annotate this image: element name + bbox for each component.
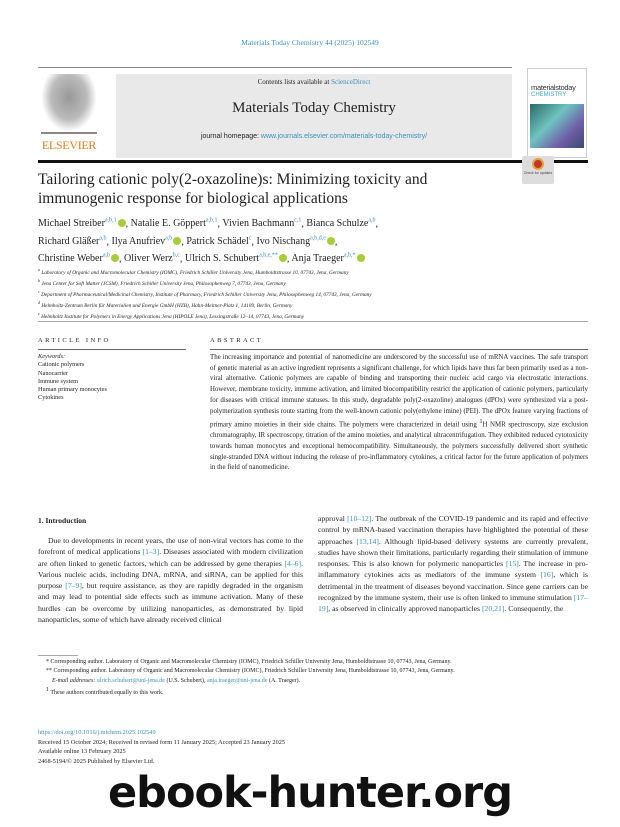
- citation-link[interactable]: [10–12]: [347, 514, 372, 523]
- divider: [38, 321, 588, 322]
- keyword: Nanocarrier: [38, 369, 69, 377]
- available-date: Available online 13 February 2025: [38, 748, 126, 756]
- affiliation-text: Jena Center for Soft Matter (JCSM), Friedrich Schiller University Jena, Philosophenweg 7, 07743, Jena, Germany: [40, 280, 286, 287]
- footnote-corresponding-2: ** Corresponding author. Laboratory of Organic and Macromolecular Chemistry (IOMC), Friedrich Schiller University Jena, Humboldtstrasse 10, 07743, Jena, Germany.: [46, 668, 455, 675]
- email-label: E-mail addresses:: [52, 677, 96, 684]
- superscript: 1: [479, 419, 483, 426]
- article-info-heading: ARTICLE INFO: [38, 337, 111, 344]
- homepage-line: [116, 133, 512, 140]
- citation-link[interactable]: [1–3]: [142, 547, 160, 557]
- author-affiliation-marks: a,b: [165, 235, 173, 242]
- author[interactable]: [185, 253, 287, 264]
- affiliation: [38, 299, 588, 310]
- check-for-updates-button[interactable]: [522, 156, 554, 184]
- body-text: . Various nucleic acids, including DNA, mRNA, and siRNA, can be applied for this purpose: [38, 558, 303, 591]
- affiliation-key: d: [38, 300, 40, 306]
- affiliation-text: Laboratory of Organic and Macromolecular Chemistry (IOMC), Friedrich Schiller University Jena, Humboldtstrasse 10, 07743, Jena, Germany: [40, 269, 349, 276]
- author[interactable]: [38, 218, 126, 229]
- author-affiliation-marks: c,1: [294, 218, 302, 224]
- author-name[interactable]: Ulrich S. Schubert: [184, 253, 260, 265]
- author-affiliation-marks: a,b,1: [205, 218, 218, 224]
- affiliation: [38, 288, 588, 299]
- body-text: approval: [318, 514, 348, 523]
- tree-icon: [41, 74, 97, 134]
- sciencedirect-link[interactable]: ScienceDirect: [331, 78, 371, 86]
- body-text: , which is detrimental in the treatment of diseases beyond vaccination. Since gene carriers can be recognized by the immune system, their use is often linked to immune stimulation: [318, 570, 588, 603]
- affiliation-text: Department of Pharmaceutical/Medicinal Chemistry, Institute of Pharmacy, Friedrich Schiller University Jena, Philosophenweg 14, 07743, Jena, Germany: [39, 291, 372, 298]
- author-list: Michael Streiber$^{a,b,1}$ , Natalie E. Göppert$^{a,b,1}$, Vivien Bachmann$^{c,1}$, Bianca Schulze$^{a,b}$, Richard Gläßer$^{a,b}$, Ilya Anufriev$^{a,b}$ , Patrick Schädel$^c$, Ivo Nischang$^{a,b,d,e}$ , Christine Weber$^{a,b}$ , Oliver Werz$^{b,c}$, Ulrich S. Schubert$^{a,b,e,**}$ , Anja Traeger$^{a,b,*}$: [38, 218, 378, 265]
- citation-link[interactable]: [15]: [505, 559, 519, 569]
- affiliation: [38, 277, 588, 288]
- author-affiliation-marks: a,b: [99, 235, 107, 242]
- author-affiliation-marks: a,b: [102, 253, 111, 260]
- divider: [38, 349, 186, 350]
- author-name[interactable]: Christine Weber: [38, 253, 103, 265]
- orcid-icon[interactable]: [111, 254, 119, 262]
- email-owner: (A. Traeger).: [267, 677, 301, 684]
- orcid-icon[interactable]: [279, 254, 287, 262]
- watermark: ebook-hunter.org: [108, 768, 512, 818]
- author[interactable]: [124, 253, 180, 264]
- footnote-corresponding-1: * Corresponding author. Laboratory of Organic and Macromolecular Chemistry (IOMC), Friedrich Schiller University Jena, Humboldtstrasse 10, 07743, Jena, Germany.: [46, 659, 452, 665]
- orcid-icon[interactable]: [327, 237, 335, 245]
- superscript: 1: [46, 686, 49, 693]
- body-text: . The outbreak of the COVID-19 pandemic and its rapid and effective control by mRNA-based vaccination therapies have highlighted the potential of these approaches: [318, 514, 588, 546]
- author[interactable]: [186, 236, 251, 247]
- journal-reference[interactable]: Materials Today Chemistry 44 (2025) 102549: [241, 38, 379, 47]
- author-name[interactable]: Patrick Schädel: [186, 235, 249, 247]
- journal-title: Materials Today Chemistry: [232, 100, 396, 116]
- author[interactable]: [291, 253, 364, 264]
- homepage-label: journal homepage:: [200, 133, 261, 140]
- citation-link[interactable]: [13,14]: [356, 536, 379, 546]
- footnote-text: These authors contributed equally to this work.: [49, 689, 164, 696]
- keyword: Human primary monocytes: [38, 386, 107, 394]
- article-info: [38, 337, 186, 403]
- author[interactable]: [112, 236, 182, 247]
- email-link[interactable]: anja.traeger@uni-jena.de: [206, 677, 268, 684]
- publisher-name: ELSEVIER: [41, 138, 97, 152]
- keywords-label: Keywords:: [38, 353, 66, 360]
- elsevier-logo: [38, 72, 100, 160]
- author-affiliation-marks: a,b,d,e: [310, 235, 326, 242]
- cover-image: [530, 104, 584, 148]
- author-affiliation-marks: c: [248, 235, 252, 242]
- affiliation-key: b: [38, 278, 40, 284]
- author-name[interactable]: Ivo Nischang: [256, 235, 311, 247]
- affiliation-key: e: [38, 311, 40, 317]
- body-text: . The increase in pro-inflammatory cytokines acts as mediators of the immune system: [318, 559, 588, 580]
- body-text: . Although lipid-based delivery systems are currently prevalent, studies have shown their limitations, particularly regarding their stimulation of immune responses. This is also known for polymeric nanoparticles: [318, 536, 588, 569]
- author-affiliation-marks: a,b,*: [343, 253, 356, 260]
- abstract: [210, 337, 588, 474]
- cover-title: materialstoday: [531, 83, 576, 92]
- orcid-icon[interactable]: [357, 254, 365, 262]
- author[interactable]: [306, 218, 375, 229]
- affiliation-text: Helmholtz-Zentrum Berlin für Materialien und Energie GmbH (HZB), Hahn-Meitner-Platz 1, 14109, Berlin, Germany: [40, 302, 293, 309]
- author-name[interactable]: Ilya Anufriev: [111, 235, 166, 247]
- abstract-text-part: H NMR spectroscopy, size exclusion chromatography, IR spectroscopy, titration of the amino moieties, and analytical ultracentrifugation. They exhibited reduced cytotoxicity towards human monocytes and exceptional hemocompatibility. Simultaneously, the polymers successfully delivered short synthetic single-stranded DNA without inducing the release of pro-inflammatory cytokines, a critical factor for the future application of polymers in the field of nanomedicine.: [210, 421, 588, 472]
- author[interactable]: [38, 253, 119, 264]
- body-text: , but require assistance, as they are rapidly degraded in the organism and may lead to potential side effects such as immune activation. Many of these hurdles can be overcome by utilizing nanoparticles, as demonstrated by lipid nanoparticles, some of which have already received clinical: [38, 581, 303, 625]
- orcid-icon[interactable]: [118, 219, 126, 227]
- author-affiliation-marks: a,b,1: [104, 218, 117, 224]
- citation-link[interactable]: [4–6]: [284, 558, 302, 568]
- contents-line: [116, 78, 512, 86]
- affiliation: [38, 310, 588, 321]
- affiliations: [38, 266, 588, 321]
- abstract-text-part: The increasing importance and potential of nanomedicine are underscored by the successful use of mRNA vaccines. The safe transport of genetic material as an active ingredient represents a significant challenge, for which lipids have thus far been primarily used as a non-viral alternative. Cationic polymers are capable of binding and transporting their nucleic acid cargo via electrostatic interactions. However, membrane toxicity, immune activation, and limited biocompatibility restrict the application of cationic polymers, particularly for diseases with critical immune statuses. In this study, degradable poly(2-oxazoline) analogues (dPOx) were synthesized via a post-polymerization synthesis route starting from the well-known cationic poly(ethylene imine) (PEI). The dPOx feature varying fractions of primary amino moieties in their side chains. The polymers were characterized in detail using: [210, 354, 588, 429]
- body-text: , as observed in clinically approved nanoparticles: [328, 604, 482, 614]
- publication-info: [38, 728, 588, 766]
- article-title: Tailoring cationic poly(2-oxazoline)s: Minimizing toxicity and immunogenic response for biological applications: [38, 171, 428, 207]
- intro-column-2: [318, 513, 588, 615]
- bookmark-icon: [532, 158, 544, 170]
- author-name[interactable]: Natalie E. Göppert: [130, 218, 206, 230]
- body-text: . Consequently, the: [504, 604, 564, 614]
- divider: [38, 160, 588, 163]
- abstract-heading: ABSTRACT: [210, 337, 264, 344]
- author-affiliation-marks: b,c: [172, 253, 180, 260]
- author-name[interactable]: Vivien Bachmann: [222, 218, 295, 230]
- footnote-divider: [38, 655, 78, 656]
- journal-masthead: [116, 74, 512, 158]
- affiliation: [38, 266, 588, 277]
- keyword: Cationic polymers: [38, 361, 85, 369]
- section-heading: 1. Introduction: [38, 516, 87, 525]
- citation-link[interactable]: [20,21]: [481, 604, 505, 614]
- citation-link[interactable]: [16]: [540, 570, 554, 580]
- divider: [210, 349, 588, 350]
- footnote-equal: [38, 686, 588, 698]
- email-link[interactable]: ulrich.schubert@uni-jena.de: [96, 677, 165, 684]
- footnote-emails: [38, 677, 588, 686]
- divider: [38, 67, 512, 68]
- author-affiliation-marks: a,b: [368, 218, 376, 224]
- homepage-link[interactable]: www.journals.elsevier.com/materials-today-chemistry/: [260, 133, 428, 140]
- abstract-text: [210, 353, 588, 474]
- author-name[interactable]: Oliver Werz: [124, 253, 173, 265]
- orcid-icon[interactable]: [173, 237, 181, 245]
- footnotes: [38, 658, 588, 698]
- body-text: . Diseases associated with modern civilization are often linked to genetic factors, which can be addressed by gene therapies: [38, 547, 303, 568]
- author[interactable]: [131, 218, 218, 229]
- author-name[interactable]: Bianca Schulze: [306, 218, 369, 230]
- email-owner: (U.S. Schubert),: [164, 677, 207, 684]
- keywords-list: [38, 361, 186, 402]
- received-dates: Received 15 October 2024; Received in revised form 11 January 2025; Accepted 23 January 2025: [38, 738, 286, 746]
- doi-link[interactable]: https://doi.org/10.1016/j.mtchem.2025.102549: [38, 729, 156, 736]
- citation-link[interactable]: [7–9]: [65, 581, 82, 591]
- author-affiliation-marks: a,b,e,**: [259, 253, 278, 260]
- citation-link[interactable]: [17–19]: [318, 593, 588, 614]
- affiliation-text: Helmholtz Institute for Polymers in Energy Applications Jena (HIPOLE Jena), Lessingstraße 12–14, 07743, Jena, Germany: [39, 314, 305, 321]
- journal-cover[interactable]: [527, 68, 587, 158]
- author[interactable]: [38, 236, 107, 247]
- author-name[interactable]: Michael Streiber: [38, 218, 105, 230]
- author[interactable]: [222, 218, 301, 229]
- contents-label: Contents lists available at: [257, 78, 332, 86]
- keyword: Cytokines: [38, 394, 64, 402]
- check-label: Check for updates: [523, 171, 553, 175]
- cover-subtitle: CHEMISTRY: [531, 92, 567, 98]
- author-name[interactable]: Richard Gläßer: [38, 235, 100, 247]
- keyword: Immune system: [38, 377, 79, 385]
- author[interactable]: [256, 236, 334, 247]
- body-text: Due to developments in recent years, the use of non-viral vectors has come to the forefront of medical applications: [38, 536, 303, 557]
- affiliation-key: c: [38, 289, 40, 295]
- author-name[interactable]: Anja Traeger: [291, 253, 344, 265]
- intro-column-1: [38, 535, 303, 625]
- copyright: 2468-5194/© 2025 Published by Elsevier Ltd.: [38, 757, 155, 765]
- affiliation-key: a: [38, 267, 40, 272]
